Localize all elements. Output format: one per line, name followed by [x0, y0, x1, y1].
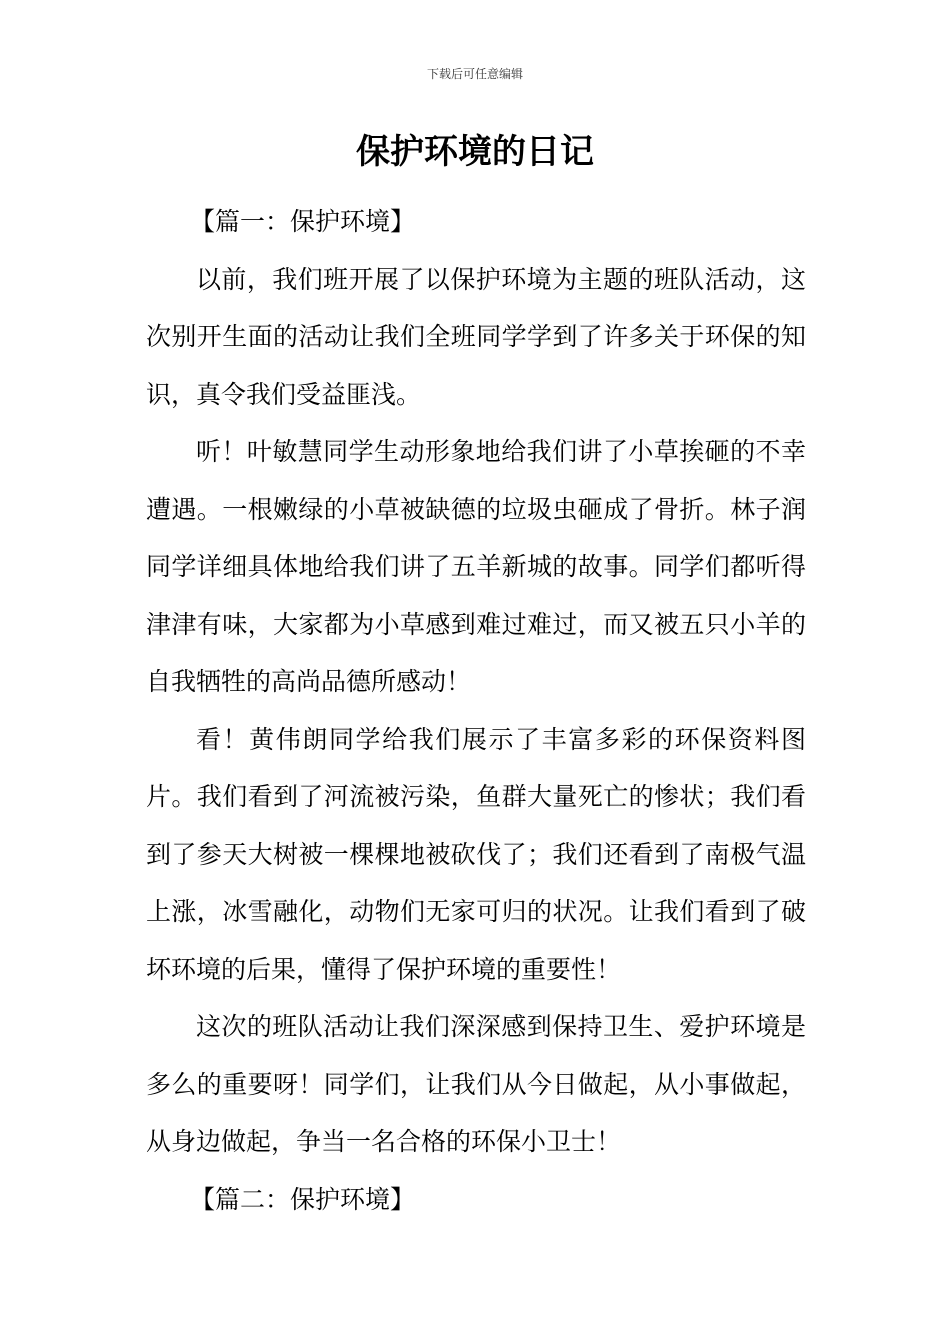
header-note: 下载后可任意编辑: [426, 67, 523, 81]
paragraph: 看！黄伟朗同学给我们展示了丰富多彩的环保资料图片。我们看到了河流被污染，鱼群大量死亡的惨状；我们看到了参天大树被一棵棵地被砍伐了；我们还看到了南极气温上涨，冰雪融化，动物们无家可归的状况。让我们看到了破坏环境的后果，懂得了保护环境的重要性！: [146, 724, 806, 984]
paragraph: 这次的班队活动让我们深深感到保持卫生、爱护环境是多么的重要呀！同学们，让我们从今日做起，从小事做起，从身边做起，争当一名合格的环保小卫士！: [146, 1012, 806, 1156]
document-body: [146, 193, 806, 1228]
document-title: 保护环境的日记: [356, 132, 594, 172]
section-heading-2: 【篇二：保护环境】: [190, 1184, 416, 1214]
paragraph: 以前，我们班开展了以保护环境为主题的班队活动，这次别开生面的活动让我们全班同学学到了许多关于环保的知识，真令我们受益匪浅。: [146, 264, 806, 409]
section-heading-1: 【篇一：保护环境】: [190, 207, 416, 236]
paragraph: 听！叶敏慧同学生动形象地给我们讲了小草挨砸的不幸遭遇。一根嫩绿的小草被缺德的垃圾虫砸成了骨折。林子润同学详细具体地给我们讲了五羊新城的故事。同学们都听得津津有味，大家都为小草感到难过难过，而又被五只小羊的自我牺牲的高尚品德所感动！: [146, 437, 806, 696]
